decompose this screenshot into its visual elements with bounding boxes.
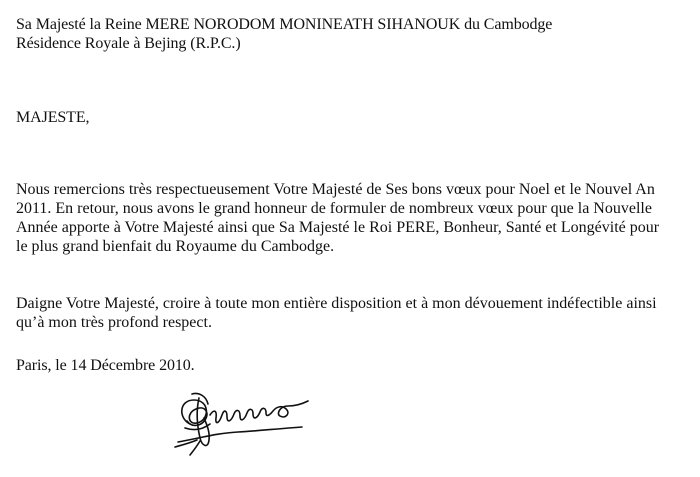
body-paragraph-2 bbox=[16, 294, 696, 332]
paragraph-1-line: Nous remercions très respectueusement Votre Majesté de Ses bons vœux pour Noel et le Nouvel An bbox=[16, 181, 655, 198]
paragraph-2-line: qu’à mon très profond respect. bbox=[16, 314, 212, 331]
paragraph-2-line: Daigne Votre Majesté, croire à toute mon entière disposition et à mon dévouement indéfectible ainsi bbox=[16, 295, 657, 312]
recipient-line-1: Sa Majesté la Reine MERE NORODOM MONINEATH SIHANOUK du Cambodge bbox=[16, 16, 553, 33]
recipient-line-2: Résidence Royale à Bejing (R.P.C.) bbox=[16, 35, 241, 52]
place-date: Paris, le 14 Décembre 2010. bbox=[16, 357, 195, 374]
paragraph-1-line: 2011. En retour, nous avons le grand honneur de formuler de nombreux vœux pour que la Nouvelle bbox=[16, 200, 652, 217]
handwritten-signature-icon bbox=[172, 376, 317, 458]
paragraph-1-line: Année apporte à Votre Majesté ainsi que Sa Majesté le Roi PERE, Bonheur, Santé et Longévité pour bbox=[16, 219, 660, 236]
salutation: MAJESTE, bbox=[16, 109, 90, 126]
body-paragraph-1 bbox=[16, 180, 696, 256]
paragraph-1-line: le plus grand bienfait du Royaume du Cambodge. bbox=[16, 238, 335, 255]
